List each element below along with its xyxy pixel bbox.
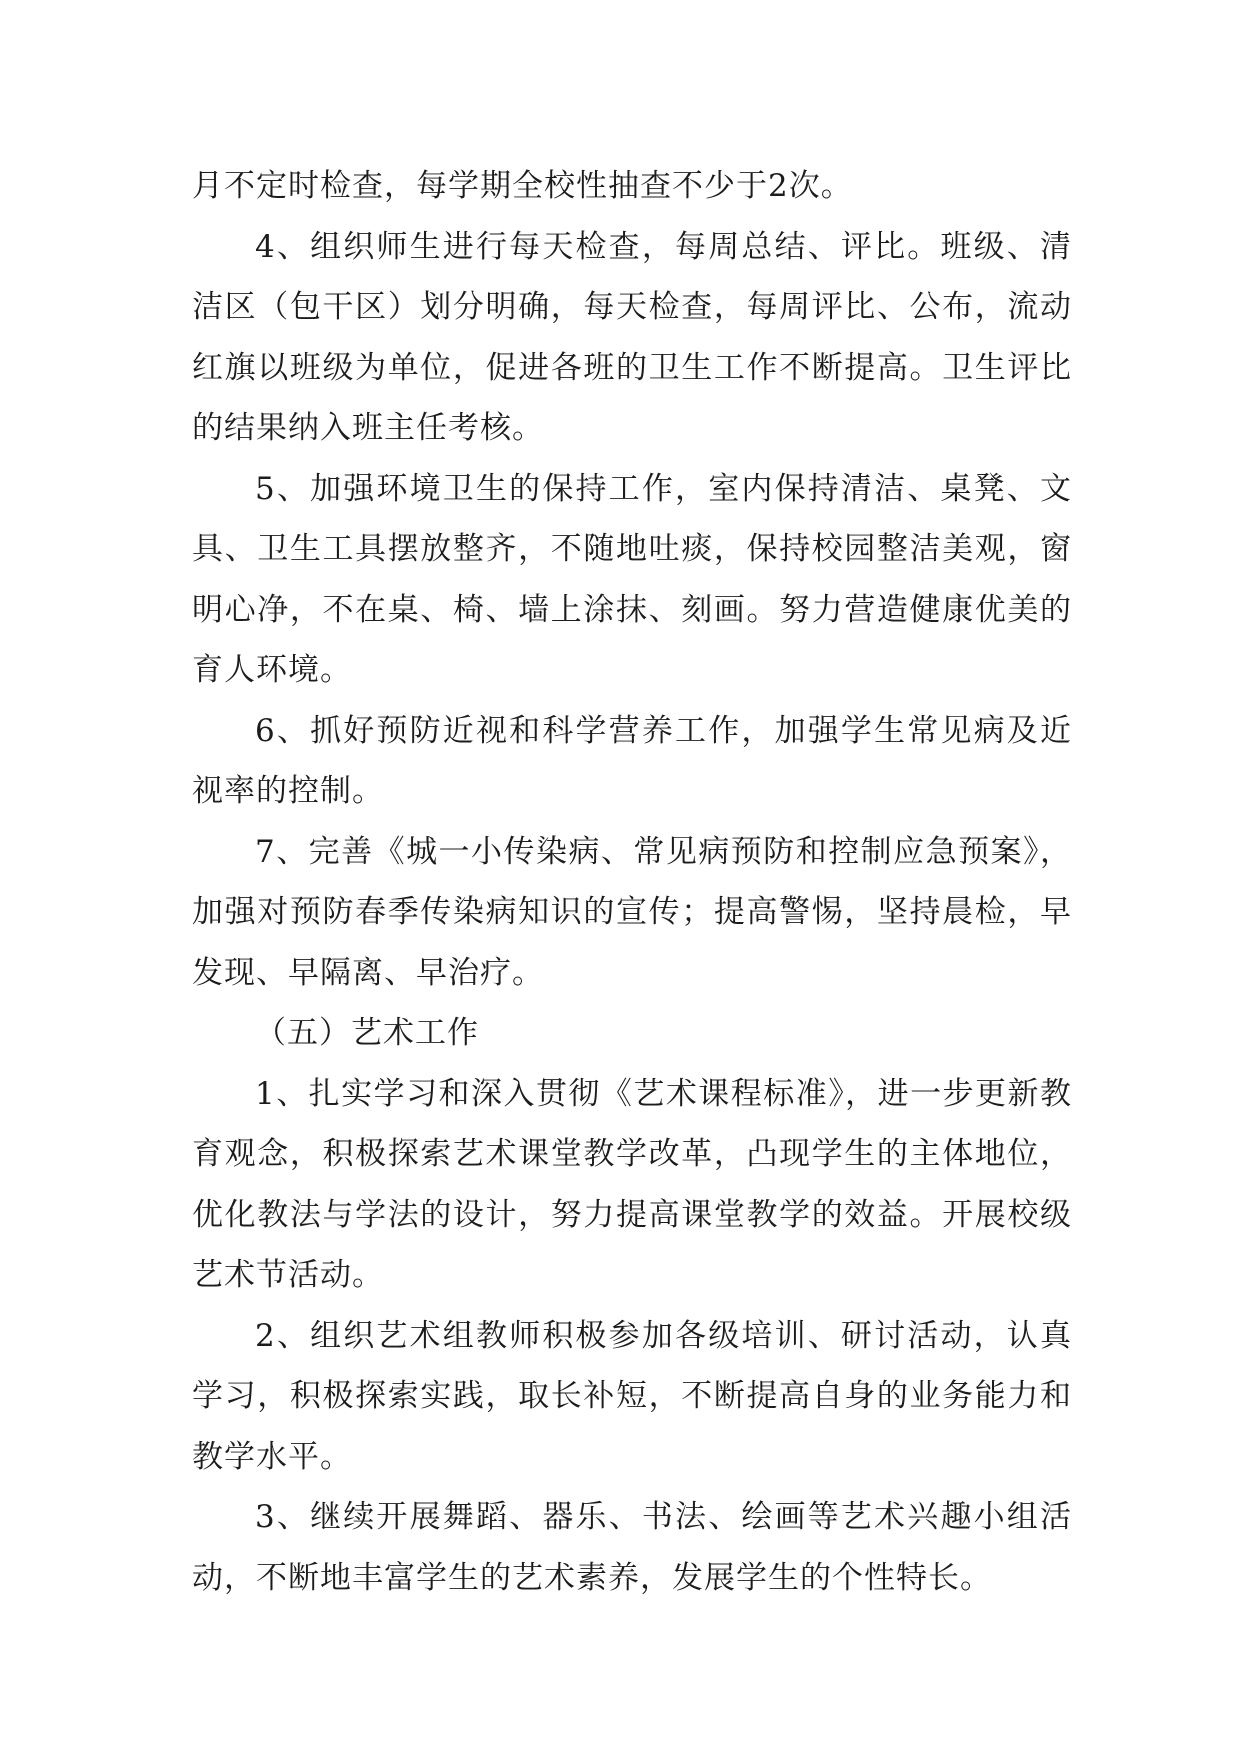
paragraph-art-item-1: 1、扎实学习和深入贯彻《艺术课程标准》，进一步更新教育观念，积极探索艺术课堂教学改革，凸现学生的主体地位，优化教法与学法的设计，努力提高课堂教学的效益。开展校级艺术节活动。 <box>192 1075 1072 1293</box>
paragraph-item-5: 5、加强环境卫生的保持工作，室内保持清洁、桌凳、文具、卫生工具摆放整齐，不随地吐痰，保持校园整洁美观，窗明心净，不在桌、椅、墙上涂抹、刻画。努力营造健康优美的育人环境。 <box>192 470 1072 688</box>
paragraph-item-7: 7、完善《城一小传染病、常见病预防和控制应急预案》，加强对预防春季传染病知识的宣传；提高警惕，坚持晨检，早发现、早隔离、早治疗。 <box>192 833 1072 991</box>
paragraph-art-item-2: 2、组织艺术组教师积极参加各级培训、研讨活动，认真学习，积极探索实践，取长补短，不断提高自身的业务能力和教学水平。 <box>192 1317 1072 1475</box>
section-heading-art-work: （五）艺术工作 <box>255 1015 479 1051</box>
paragraph-item-6: 6、抓好预防近视和科学营养工作，加强学生常见病及近视率的控制。 <box>192 712 1072 809</box>
paragraph-continuation: 月不定时检查，每学期全校性抽查不少于2次。 <box>192 168 853 204</box>
paragraph-art-item-3: 3、继续开展舞蹈、器乐、书法、绘画等艺术兴趣小组活动，不断地丰富学生的艺术素养，发展学生的个性特长。 <box>192 1499 1072 1596</box>
paragraph-item-4: 4、组织师生进行每天检查，每周总结、评比。班级、清洁区（包干区）划分明确，每天检查，每周评比、公布，流动红旗以班级为单位，促进各班的卫生工作不断提高。卫生评比的结果纳入班主任考核。 <box>192 228 1072 446</box>
document-body <box>192 156 1072 1608</box>
